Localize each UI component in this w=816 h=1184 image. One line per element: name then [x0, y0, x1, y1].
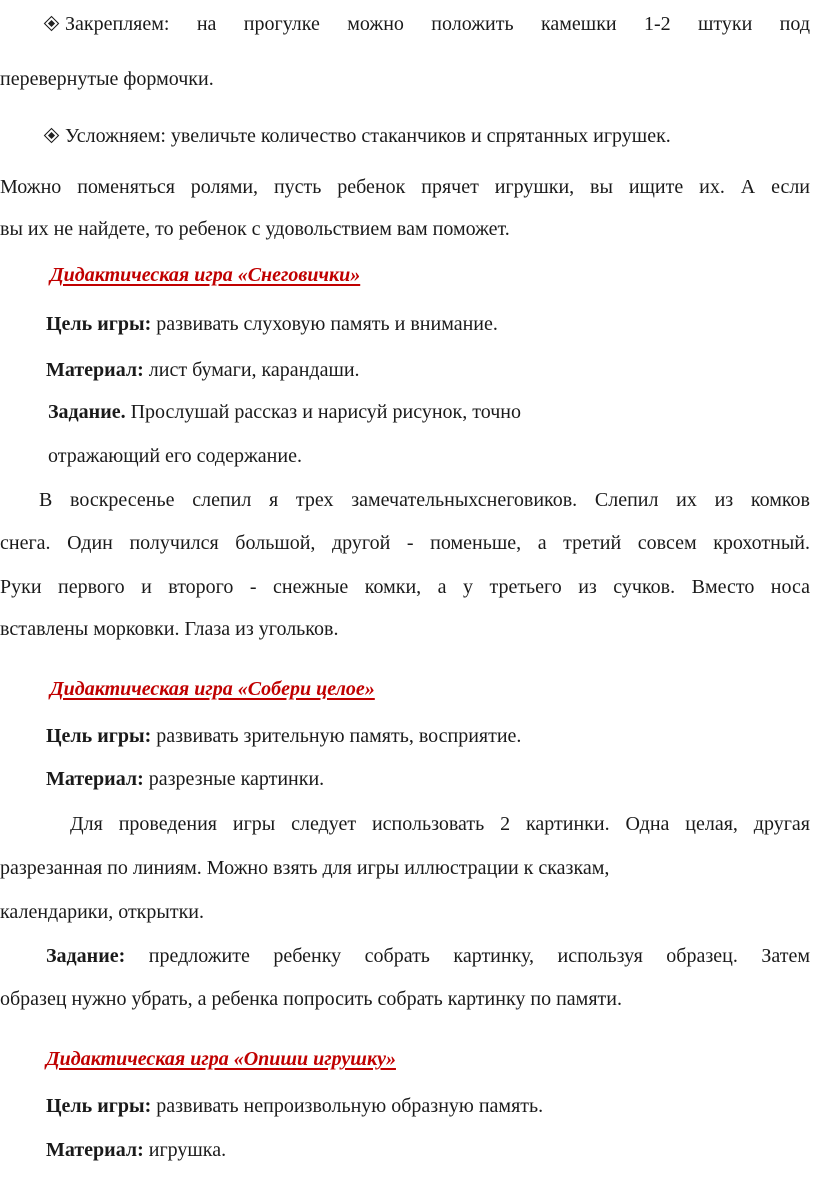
paragraph-line: вы их не найдете, то ребенок с удовольствием вам поможет.: [0, 218, 510, 240]
game-title-assemble-whole: Дидактическая игра «Собери целое»: [50, 678, 375, 700]
description-line: календарики, открытки.: [0, 901, 204, 923]
story-line: снега. Один получился большой, другой - поменьше, а третий совсем крохотный.: [0, 532, 810, 554]
game-material: Материал: игрушка.: [46, 1139, 227, 1161]
game-goal: Цель игры: развивать непроизвольную образную память.: [46, 1095, 544, 1117]
game-material: Материал: разрезные картинки.: [46, 768, 325, 790]
game-task-continuation: отражающий его содержание.: [48, 445, 302, 467]
description-line: разрезанная по линиям. Можно взять для игры иллюстрации к сказкам,: [0, 857, 610, 879]
game-task-continuation: образец нужно убрать, а ребенка попросить собрать картинку по памяти.: [0, 988, 622, 1010]
game-goal: Цель игры: развивать зрительную память, восприятие.: [46, 725, 522, 747]
description-line: Для проведения игры следует использовать 2 картинки. Одна целая, другая: [70, 813, 810, 835]
story-line: В воскресенье слепил я трех замечательныхснеговиков. Слепил их из комков: [39, 489, 810, 511]
game-task: Задание: предложите ребенку собрать картинку, используя образец. Затем: [46, 945, 810, 967]
story-line: вставлены морковки. Глаза из угольков.: [0, 618, 339, 640]
game-task: Задание. Прослушай рассказ и нарисуй рисунок, точно: [48, 401, 521, 423]
diamond-bullet-icon: [45, 129, 58, 142]
bullet-paragraph-1-line-1: Закрепляем: на прогулке можно положить камешки 1-2 штуки под: [47, 12, 810, 36]
paragraph-line: Можно поменяться ролями, пусть ребенок прячет игрушки, вы ищите их. А если: [0, 176, 810, 198]
bullet-paragraph-2-line-1: Усложняем: увеличьте количество стаканчиков и спрятанных игрушек.: [47, 124, 816, 148]
game-material: Материал: лист бумаги, карандаши.: [46, 359, 360, 381]
game-goal: Цель игры: развивать слуховую память и внимание.: [46, 313, 498, 335]
game-title-snowmen: Дидактическая игра «Снеговички»: [50, 264, 361, 286]
bullet-paragraph-1-line-2: перевернутые формочки.: [0, 68, 214, 90]
story-line: Руки первого и второго - снежные комки, а у третьего из сучков. Вместо носа: [0, 576, 810, 598]
game-title-describe-toy: Дидактическая игра «Опиши игрушку»: [46, 1048, 396, 1070]
diamond-bullet-icon: [45, 17, 58, 30]
